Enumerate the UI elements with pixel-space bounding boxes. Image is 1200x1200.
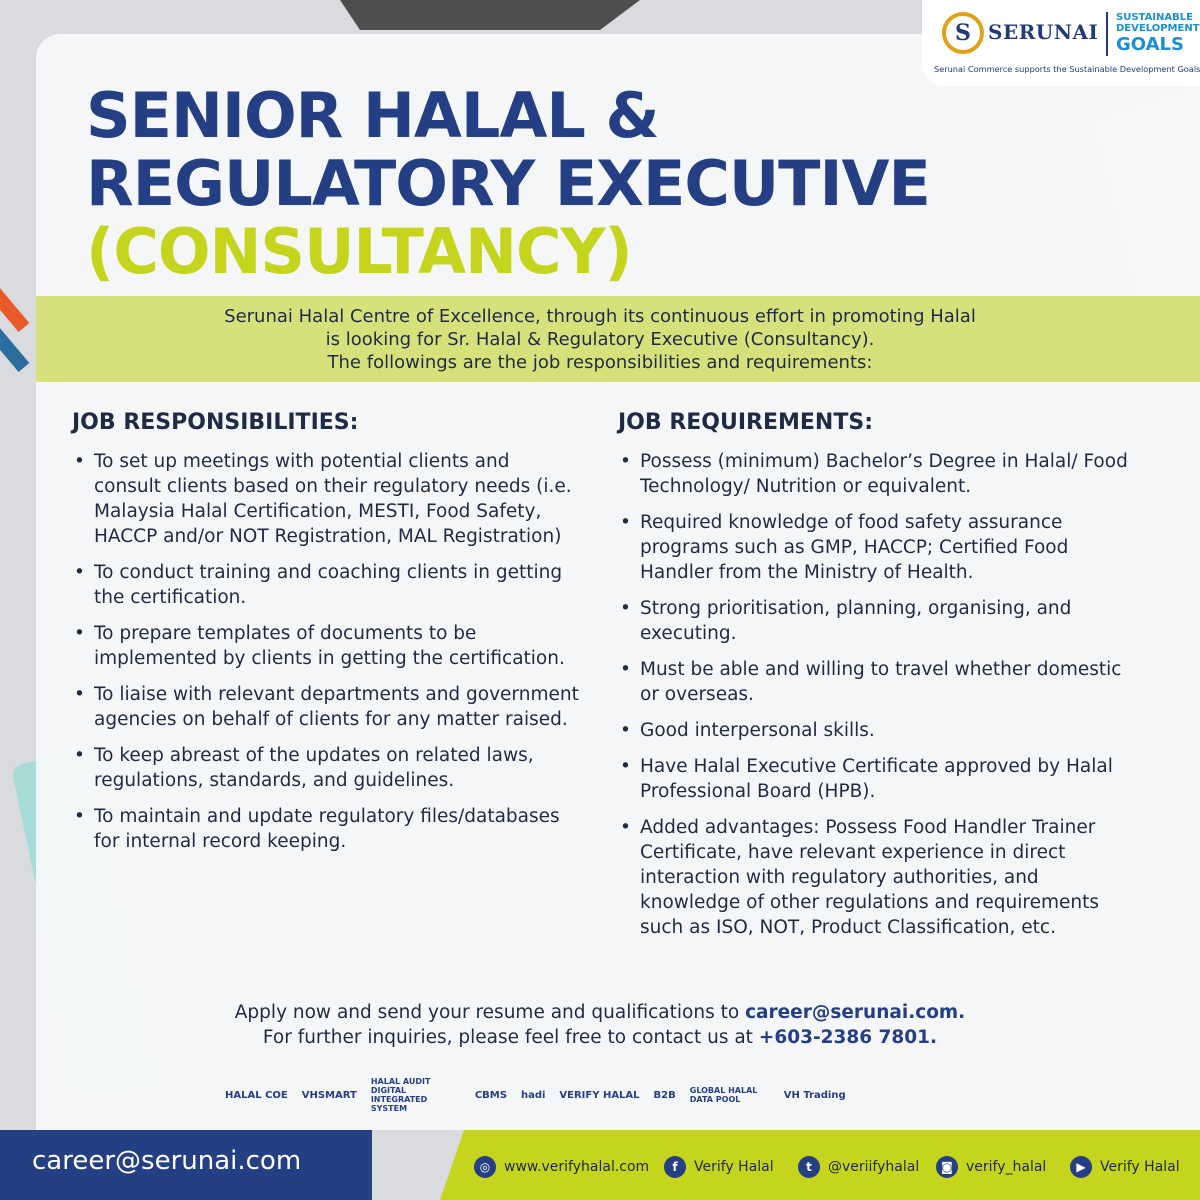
list-item: • Possess (minimum) Bachelor’s Degree in Halal/ Food Technology/ Nutrition or equivalent. <box>618 449 1138 499</box>
requirements-section <box>618 410 1138 951</box>
responsibilities-list <box>72 449 582 854</box>
partner-logo-verify-halal: VERIFY HALAL <box>559 1089 640 1101</box>
social-website[interactable]: ◎ www.verifyhalal.com <box>474 1156 649 1178</box>
serunai-logo-text: SERUNAI <box>988 20 1099 44</box>
responsibilities-heading: JOB RESPONSIBILITIES: <box>72 410 359 435</box>
requirements-list <box>618 449 1138 940</box>
youtube-icon: ▶ <box>1070 1156 1092 1178</box>
partner-logo-global-halal: GLOBAL HALAL DATA POOL <box>689 1086 758 1104</box>
serunai-logo-mark: S <box>942 12 984 54</box>
list-item: • To conduct training and coaching clients in getting the certification. <box>72 560 582 610</box>
intro-text: Serunai Halal Centre of Excellence, through its continuous effort in promoting Halal is looking for Sr. Halal & Regulatory Executive (Consultancy). The followings are the job responsibilities and requirements: <box>224 306 976 373</box>
list-item: • Added advantages: Possess Food Handler Trainer Certificate, have relevant experience in direct interaction with regulatory authorities, and knowledge of other regulations and requirements such as ISO, NOT, Product Classification, etc. <box>618 815 1138 940</box>
list-item: • To liaise with relevant departments and government agencies on behalf of clients for any matter raised. <box>72 682 582 732</box>
partner-logo-halal-coe: HALAL COE <box>225 1089 288 1101</box>
list-item: • Good interpersonal skills. <box>618 718 1138 743</box>
job-title <box>86 79 930 288</box>
sdg-text: SUSTAINABLE DEVELOPMENT <box>1116 12 1200 34</box>
contact-phone[interactable]: +603-2386 7801. <box>758 1027 938 1048</box>
list-item: • To prepare templates of documents to be implemented by clients in getting the certification. <box>72 621 582 671</box>
partner-logo-b2b: B2B <box>653 1089 676 1101</box>
apply-email-link[interactable]: career@serunai.com. <box>745 1002 966 1023</box>
partner-logo-vh-trading: VH Trading <box>783 1089 846 1101</box>
requirements-heading: JOB REQUIREMENTS: <box>618 410 873 435</box>
sdg-goals-text: GOALS <box>1116 34 1184 55</box>
logo-divider <box>1106 12 1108 56</box>
list-item: • Strong prioritisation, planning, organising, and executing. <box>618 596 1138 646</box>
partner-logo-vhsmart: VHSMART <box>301 1089 357 1101</box>
logo-tagline: Serunai Commerce supports the Sustainable Development Goals <box>934 64 1200 74</box>
list-item: • To keep abreast of the updates on related laws, regulations, standards, and guidelines. <box>72 743 582 793</box>
list-item: • Have Halal Executive Certificate approved by Halal Professional Board (HPB). <box>618 754 1138 804</box>
list-item: • Required knowledge of food safety assurance programs such as GMP, HACCP; Certified Food Handler from the Ministry of Health. <box>618 510 1138 585</box>
instagram-icon: ◙ <box>936 1156 958 1178</box>
list-item: • To maintain and update regulatory files/databases for internal record keeping. <box>72 804 582 854</box>
footer-email[interactable]: career@serunai.com <box>32 1146 302 1176</box>
social-youtube[interactable]: ▶ Verify Halal <box>1070 1156 1180 1178</box>
serunai-sdg-logo <box>922 0 1200 86</box>
globe-icon: ◎ <box>474 1156 496 1178</box>
list-item: • Must be able and willing to travel whether domestic or overseas. <box>618 657 1138 707</box>
partner-logos <box>225 1078 975 1112</box>
list-item: • To set up meetings with potential clients and consult clients based on their regulatory needs (i.e. Malaysia Halal Certification, MESTI, Food Safety, HACCP and/or NOT Registration, MAL Registration) <box>72 449 582 549</box>
facebook-icon: f <box>664 1156 686 1178</box>
title-line-2: REGULATORY EXECUTIVE <box>86 147 930 220</box>
social-facebook[interactable]: f Verify Halal <box>664 1156 774 1178</box>
title-line-3: (CONSULTANCY) <box>86 215 632 288</box>
partner-logo-hadi: hadi <box>520 1089 546 1101</box>
title-line-1: SENIOR HALAL & <box>86 79 659 152</box>
twitter-icon: t <box>798 1156 820 1178</box>
partner-logo-cbms: CBMS <box>474 1089 507 1101</box>
responsibilities-section <box>72 410 582 865</box>
social-instagram[interactable]: ◙ verify_halal <box>936 1156 1046 1178</box>
partner-logo-halal-audit: HALAL AUDIT DIGITAL INTEGRATED SYSTEM <box>370 1077 431 1113</box>
apply-text: Apply now and send your resume and qualifications to career@serunai.com. For further inquiries, please feel free to contact us at +603-2386 7801. <box>234 1002 966 1048</box>
social-twitter[interactable]: t @veriifyhalal <box>798 1156 919 1178</box>
